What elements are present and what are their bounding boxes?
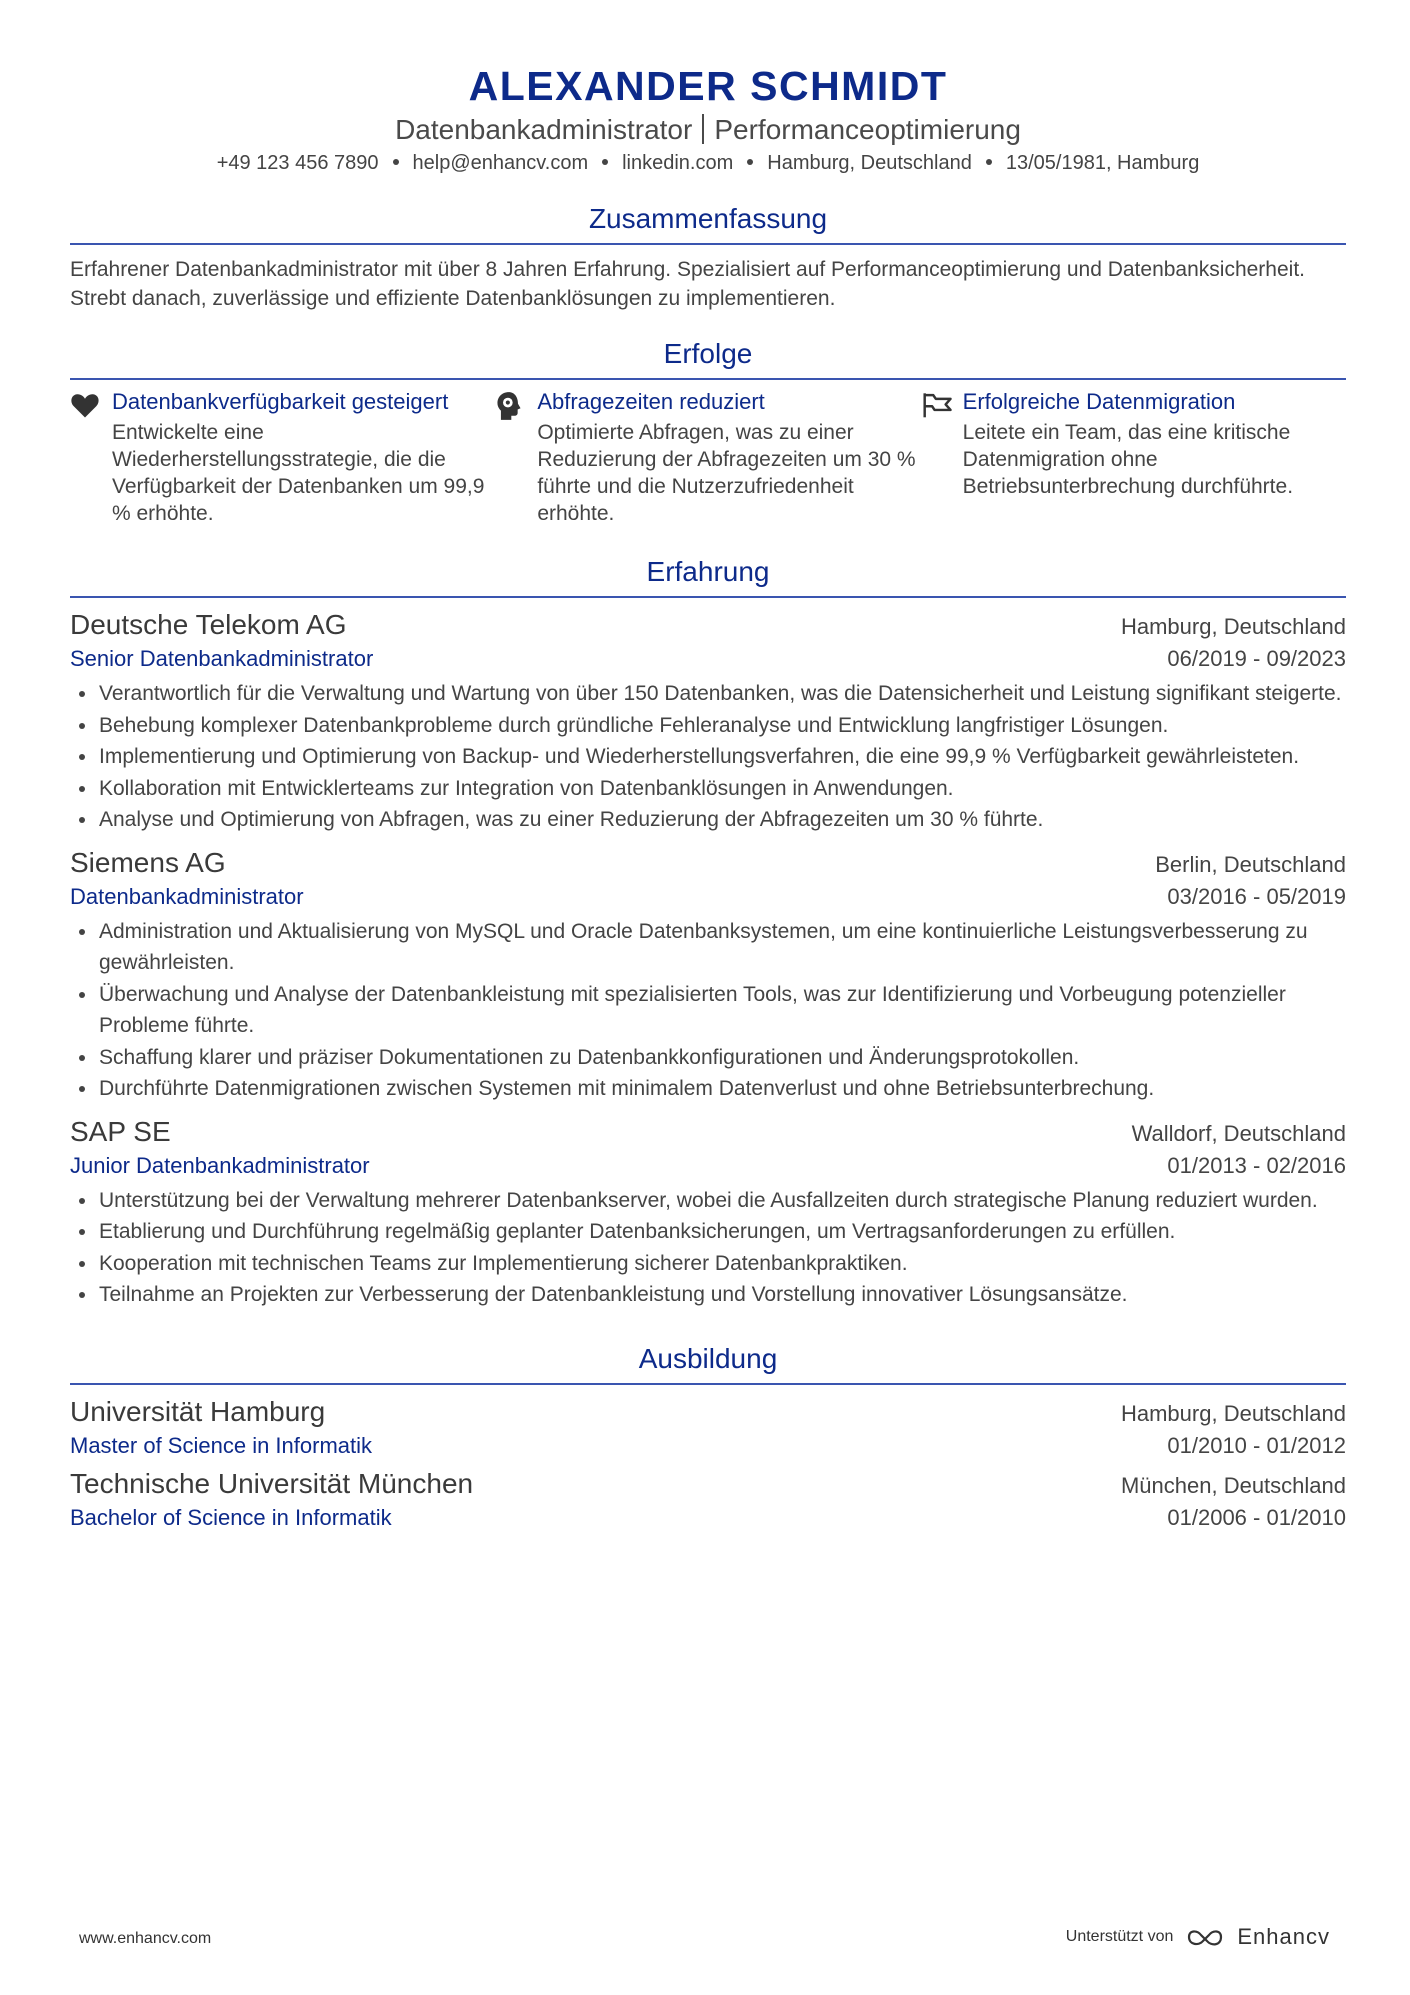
job-company: Deutsche Telekom AG <box>70 609 347 640</box>
contact-birth: 13/05/1981, Hamburg <box>1005 152 1200 174</box>
section-divider <box>70 243 1346 245</box>
education-entry <box>70 1465 1346 1533</box>
footer-website[interactable]: www.enhancv.com <box>79 1930 212 1947</box>
flag-icon <box>921 388 963 527</box>
list-item: Verantwortlich für die Verwaltung und Wartung von über 150 Datenbanken, was die Datensicherheit und Leistung signifikant steigerte. <box>70 678 1346 710</box>
list-item: Behebung komplexer Datenbankprobleme durch gründliche Fehleranalyse und Entwicklung langfristiger Lösungen. <box>70 710 1346 742</box>
job-entry <box>70 844 1346 1105</box>
summary-text: Erfahrener Datenbankadministrator mit über 8 Jahren Erfahrung. Spezialisiert auf Performanceoptimierung und Datenbanksicherheit. Strebt danach, zuverlässige und effiziente Datenbanklösungen zu implementieren. <box>70 258 1305 310</box>
footer-branding <box>1066 1924 1330 1950</box>
job-role: Senior Datenbankadministrator <box>70 646 374 671</box>
job-role: Junior Datenbankadministrator <box>70 1152 370 1178</box>
contact-separator <box>986 159 992 165</box>
job-location: Walldorf, Deutschland <box>1131 1120 1346 1146</box>
section-divider <box>70 1383 1346 1385</box>
achievement-title: Erfolgreiche Datenmigration <box>962 389 1236 414</box>
list-item: Kooperation mit technischen Teams zur Implementierung sicherer Datenbankpraktiken. <box>70 1248 1346 1280</box>
enhancv-logo-icon <box>1185 1925 1229 1949</box>
education-dates: 01/2006 - 01/2010 <box>1167 1504 1346 1530</box>
contact-separator <box>747 159 753 165</box>
heart-icon <box>70 388 112 527</box>
achievement-item <box>70 388 495 527</box>
school-location: Hamburg, Deutschland <box>1120 1400 1346 1426</box>
achievement-item <box>921 388 1346 527</box>
title-separator <box>702 114 704 144</box>
section-divider <box>70 596 1346 598</box>
title-focus: Performanceoptimierung <box>714 114 1021 145</box>
brain-head-icon <box>495 388 537 527</box>
contact-linkedin[interactable]: linkedin.com <box>622 152 734 174</box>
school-name: Technische Universität München <box>70 1467 474 1499</box>
achievement-title: Datenbankverfügbarkeit gesteigert <box>112 389 449 414</box>
section-divider <box>70 378 1346 380</box>
contact-separator <box>393 159 399 165</box>
job-entry <box>70 1113 1346 1311</box>
achievements-section <box>70 336 1346 527</box>
job-entry <box>70 606 1346 836</box>
resume-header <box>70 0 1346 177</box>
achievements-list <box>70 388 1346 527</box>
job-location: Hamburg, Deutschland <box>1120 614 1346 639</box>
job-bullets <box>70 1185 1346 1311</box>
job-company: SAP SE <box>70 1115 171 1147</box>
degree-name: Bachelor of Science in Informatik <box>70 1504 392 1530</box>
list-item: Etablierung und Durchführung regelmäßig geplanter Datenbanksicherungen, um Vertragsanforderungen zu erfüllen. <box>70 1216 1346 1248</box>
summary-section <box>70 201 1346 313</box>
section-title-experience: Erfahrung <box>646 556 770 587</box>
contact-phone[interactable]: +49 123 456 7890 <box>216 152 379 174</box>
degree-name: Master of Science in Informatik <box>70 1432 373 1458</box>
contact-separator <box>602 159 608 165</box>
job-dates: 01/2013 - 02/2016 <box>1167 1152 1346 1178</box>
section-title-achievements: Erfolge <box>663 338 753 369</box>
education-dates: 01/2010 - 01/2012 <box>1167 1432 1346 1458</box>
job-role: Datenbankadministrator <box>70 883 304 909</box>
school-location: München, Deutschland <box>1120 1472 1346 1498</box>
list-item: Kollaboration mit Entwicklerteams zur Integration von Datenbanklösungen in Anwendungen. <box>70 773 1346 805</box>
achievement-description: Optimierte Abfragen, was zu einer Reduzierung der Abfragezeiten um 30 % führte und die Nutzerzufriedenheit erhöhte. <box>537 421 916 525</box>
candidate-title <box>70 112 1346 148</box>
section-title-education: Ausbildung <box>638 1342 778 1374</box>
list-item: Analyse und Optimierung von Abfragen, was zu einer Reduzierung der Abfragezeiten um 30 % führte. <box>70 804 1346 836</box>
education-section <box>70 1341 1346 1533</box>
contact-location: Hamburg, Deutschland <box>767 152 972 174</box>
contact-line <box>70 149 1346 177</box>
candidate-name: ALEXANDER SCHMIDT <box>468 63 948 109</box>
list-item: Teilnahme an Projekten zur Verbesserung der Datenbankleistung und Vorstellung innovativer Lösungsansätze. <box>70 1279 1346 1311</box>
list-item: Unterstützung bei der Verwaltung mehrerer Datenbankserver, wobei die Ausfallzeiten durch strategische Planung reduziert wurden. <box>70 1185 1346 1217</box>
job-bullets <box>70 678 1346 836</box>
list-item: Überwachung und Analyse der Datenbankleistung mit spezialisierten Tools, was zur Identifizierung und Vorbeugung potenzieller Probleme führte. <box>70 979 1346 1042</box>
job-dates: 03/2016 - 05/2019 <box>1167 883 1346 909</box>
school-name: Universität Hamburg <box>70 1395 326 1427</box>
list-item: Administration und Aktualisierung von MySQL und Oracle Datenbanksystemen, um eine kontinuierliche Leistungsverbesserung zu gewährleisten. <box>70 916 1346 979</box>
job-location: Berlin, Deutschland <box>1155 851 1346 877</box>
section-title-summary: Zusammenfassung <box>588 203 828 234</box>
achievement-description: Entwickelte eine Wiederherstellungsstrategie, die die Verfügbarkeit der Datenbanken um 99,9 % erhöhte. <box>112 421 485 525</box>
list-item: Durchführte Datenmigrationen zwischen Systemen mit minimalem Datenverlust und ohne Betriebsunterbrechung. <box>70 1073 1346 1105</box>
resume-page <box>70 0 1346 1995</box>
job-dates: 06/2019 - 09/2023 <box>1167 646 1346 671</box>
achievement-title: Abfragezeiten reduziert <box>537 389 765 414</box>
enhancv-brand[interactable]: Enhancv <box>1237 1924 1330 1949</box>
achievement-item <box>495 388 920 527</box>
list-item: Schaffung klarer und präziser Dokumentationen zu Datenbankkonfigurationen und Änderungsprotokollen. <box>70 1042 1346 1074</box>
contact-email[interactable]: help@enhancv.com <box>412 152 589 174</box>
powered-by-label: Unterstützt von <box>1065 1928 1174 1945</box>
job-bullets <box>70 916 1346 1105</box>
title-role: Datenbankadministrator <box>395 114 693 145</box>
achievement-description: Leitete ein Team, das eine kritische Datenmigration ohne Betriebsunterbrechung durchführte. <box>962 421 1294 498</box>
experience-section <box>70 554 1346 1311</box>
list-item: Implementierung und Optimierung von Backup- und Wiederherstellungsverfahren, die eine 99,9 % Verfügbarkeit gewährleisteten. <box>70 741 1346 773</box>
education-entry <box>70 1393 1346 1461</box>
job-company: Siemens AG <box>70 846 226 878</box>
